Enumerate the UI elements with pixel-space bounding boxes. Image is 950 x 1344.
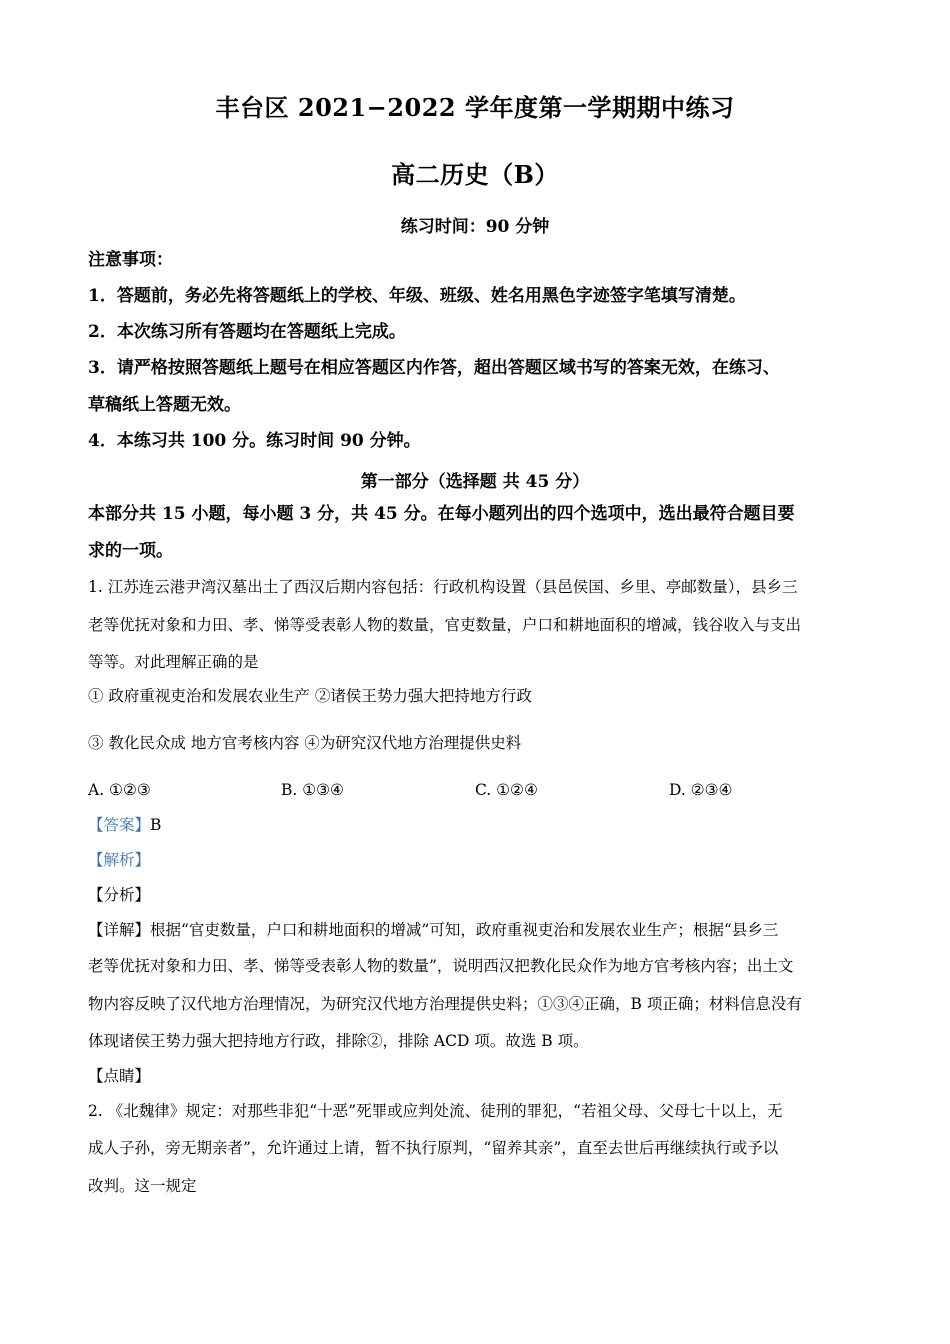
part1-desc-line2: 求的一项。 — [88, 541, 173, 561]
q2-stem-line2: 成人子孙，旁无期亲者”，允许通过上请，暂不执行原判，“留养其亲”，直至去世后再继续执行或予以 — [88, 1139, 779, 1157]
exam-title: 丰台区 2021−2022 学年度第一学期期中练习 — [215, 93, 735, 122]
q2-stem-line3: 改判。这一规定 — [88, 1177, 197, 1195]
q2-stem-line1: 2. 《北魏律》规定：对那些非犯“十恶”死罪或应判处流、徒刑的罪犯，“若祖父母、父母七十以上，无 — [88, 1102, 783, 1120]
answer-tag: 【答案】 — [88, 816, 151, 834]
q1-stem-line2: 老等优抚对象和力田、孝、悌等受表彰人物的数量，官吏数量，户口和耕地面积的增减，钱谷收入与支出 — [88, 616, 802, 634]
fenxi-tag: 【分析】 — [88, 886, 151, 904]
q1-detail-line1: 【详解】根据“官吏数量，户口和耕地面积的增减”可知，政府重视吏治和发展农业生产；根据“县乡三 — [88, 921, 779, 939]
notice-item-1: 1．答题前，务必先将答题纸上的学校、年级、班级、姓名用黑色字迹签字笔填写清楚。 — [88, 286, 746, 306]
dianjing-tag: 【点睛】 — [88, 1067, 151, 1085]
answer-value: B — [150, 816, 162, 834]
q1-statements-line1: ① 政府重视吏治和发展农业生产 ②诸侯王势力强大把持地方行政 — [88, 687, 532, 705]
exam-time: 练习时间：90 分钟 — [400, 217, 550, 237]
q1-detail-line3: 物内容反映了汉代地方治理情况，为研究汉代地方治理提供史料；①③④正确，B 项正确；材料信息没有 — [88, 995, 802, 1013]
q1-option-d: D. ②③④ — [669, 781, 733, 799]
q1-stem-line1: 1. 江苏连云港尹湾汉墓出土了西汉后期内容包括：行政机构设置（县邑侯国、乡里、亭邮数量），县乡三 — [88, 578, 798, 596]
q1-detail-line2: 老等优抚对象和力田、孝、悌等受表彰人物的数量”，说明西汉把教化民众作为地方官考核内容；出土文 — [88, 957, 794, 975]
q1-detail-line4: 体现诸侯王势力强大把持地方行政，排除②，排除 ACD 项。故选 B 项。 — [88, 1032, 589, 1050]
notice-item-3-line2: 草稿纸上答题无效。 — [88, 395, 241, 415]
q1-option-c: C. ①②④ — [475, 781, 538, 799]
part1-desc-line1: 本部分共 15 小题，每小题 3 分，共 45 分。在每小题列出的四个选项中，选出最符合题目要 — [88, 504, 795, 524]
notice-heading: 注意事项： — [88, 250, 173, 270]
part1-heading: 第一部分（选择题 共 45 分） — [360, 472, 590, 492]
notice-item-3-line1: 3．请严格按照答题纸上题号在相应答题区内作答，超出答题区域书写的答案无效，在练习、 — [88, 358, 780, 378]
subject-title: 高二历史（B） — [391, 160, 559, 189]
q1-option-b: B. ①③④ — [281, 781, 344, 799]
notice-item-2: 2．本次练习所有答题均在答题纸上完成。 — [88, 322, 406, 342]
notice-item-4: 4．本练习共 100 分。练习时间 90 分钟。 — [88, 431, 421, 451]
q1-statements-line2: ③ 教化民众成 地方官考核内容 ④为研究汉代地方治理提供史料 — [88, 734, 522, 752]
q1-answer-row — [88, 814, 863, 836]
analysis-tag: 【解析】 — [88, 851, 151, 869]
q1-option-a: A. ①②③ — [88, 781, 151, 799]
q1-stem-line3: 等等。对此理解正确的是 — [88, 653, 259, 671]
